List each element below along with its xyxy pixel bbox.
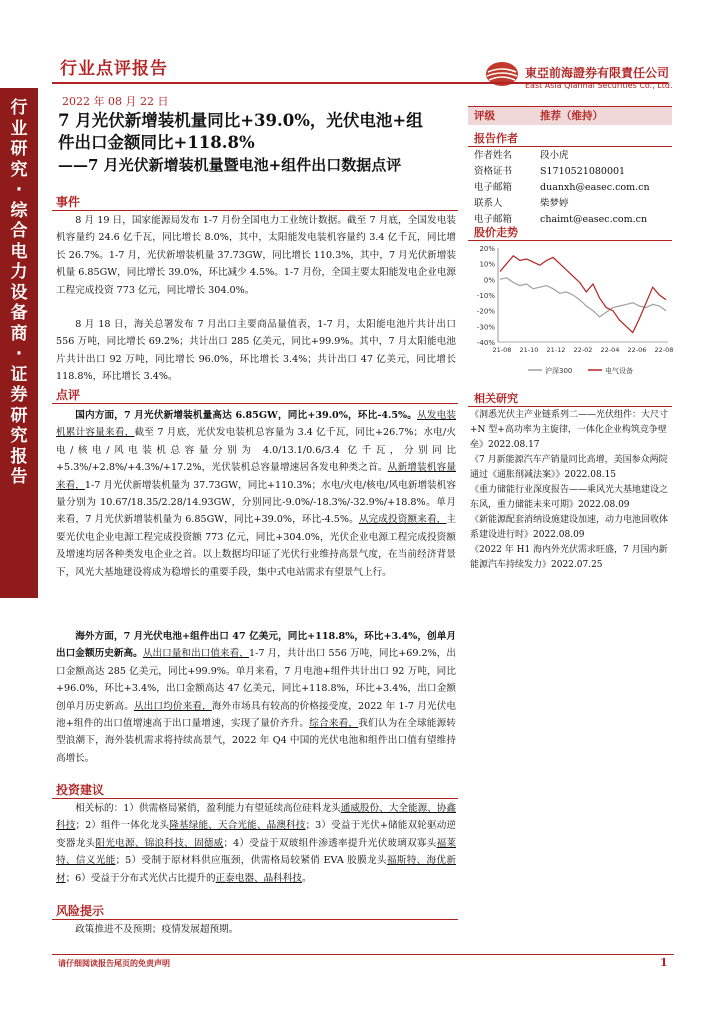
comment-overseas-paragraph — [56, 628, 456, 767]
author-row — [474, 148, 674, 164]
y-tick-label: -10% — [476, 292, 495, 300]
invest-text-7: 。 — [301, 872, 312, 884]
invest-text-6: ；6）受益于分布式光伏占比提升的 — [65, 872, 216, 884]
title-line-1: 7 月光伏新增装机量同比+39.0%，光伏电池+组 — [58, 111, 423, 130]
invest-paragraph — [56, 800, 456, 887]
footer-disclaimer[interactable]: 请仔细阅读报告尾页的免责声明 — [58, 959, 170, 968]
report-title — [58, 110, 458, 176]
rating-label: 评级 — [474, 110, 495, 122]
events-divider — [52, 210, 458, 211]
author-row-value: 段小虎 — [540, 150, 569, 161]
related-item[interactable]: 《洞悉光伏主产业链系列二——光伏组件：大尺寸+N 型+高功率为主旋律，一体化企业构筑竞争壁垒》2022.08.17 — [470, 410, 669, 450]
domestic-underline-3: 从完成投资额来看， — [358, 514, 447, 526]
y-tick-label: 0% — [483, 276, 495, 285]
company-name-en: East Asia Qianhai Securities Co., Ltd. — [525, 81, 673, 90]
y-tick-label: -30% — [476, 323, 495, 332]
domestic-lead: 国内方面，7 月光伏新增装机量高达 6.85GW，同比+39.0%，环比-4.5%。 — [75, 410, 418, 421]
price-chart-heading: 股价走势 — [474, 226, 518, 239]
rating-value: 推荐（维持） — [540, 110, 603, 122]
domestic-text-2: 1-7 月光伏新增装机量为 37.73GW，同比+110.3%；水电/火电/核电/风电新增装机容量分别为 10.67/18.35/2.28/14.93GW，分别同比-9.0%/-18.3%/-32.9%/+18.8%。单月来看，7 月光伏新增装机量为 6.85GW，同比+39.0%，环比-4.5%。 — [56, 479, 457, 526]
author-row-value: S1710521080001 — [540, 166, 626, 177]
title-line-3: ——7 月光伏新增装机量暨电池+组件出口数据点评 — [58, 156, 402, 174]
author-row-label: 联系人 — [474, 198, 503, 209]
authors-table — [474, 148, 674, 228]
overseas-text-3: 我们认为在全球能源转型浪潮下，海外装机需求将持续高景气，2022 年 Q4 中国的光伏电池和组件出口值有望维持高增长。 — [56, 718, 457, 764]
y-tick-label: 20% — [479, 245, 495, 253]
invest-text-2: ；2）组件一体化龙头 — [75, 820, 170, 832]
risk-heading: 风险提示 — [56, 904, 105, 918]
risk-divider — [52, 919, 458, 920]
invest-stocks-3: 阳光电源、锦浪科技、固德威 — [95, 837, 224, 849]
comment-divider — [52, 403, 458, 404]
invest-stocks-1: 通威股份、大全能源、协鑫科技 — [56, 803, 456, 832]
title-line-2: 件出口金额同比+118.8% — [58, 133, 255, 152]
footer-divider — [52, 954, 674, 955]
related-item[interactable]: 《新能源配套消纳设施建设加速，动力电池回收体系建设进行时》2022.08.09 — [470, 515, 669, 540]
overseas-underline-3: 综合来看， — [309, 718, 359, 730]
domestic-underline-2: 从新增装机容量来看， — [56, 462, 457, 491]
invest-divider — [52, 798, 458, 799]
y-tick-label: 10% — [479, 260, 495, 269]
authors-heading: 报告作者 — [474, 132, 518, 145]
author-row — [474, 164, 674, 180]
x-tick-label: 21-10 — [519, 346, 539, 354]
sidebar-text: 行业研究·综合电力设备商·证券研究报告 — [10, 98, 28, 487]
comment-heading: 点评 — [56, 388, 81, 402]
related-heading: 相关研究 — [474, 392, 518, 405]
x-tick-label: 21-08 — [492, 346, 512, 354]
author-row-label: 电子邮箱 — [474, 182, 513, 193]
header-divider — [52, 82, 668, 84]
invest-stocks-6: 正泰电器、晶科科技 — [215, 872, 302, 884]
report-date: 2022 年 08 月 22 日 — [62, 95, 169, 108]
events-paragraph-2: 8 月 18 日，海关总署发布 7 月出口主要商品量值表，1-7 月，太阳能电池片共计出口 556 万吨，同比增长 69.2%；共计出口 285 亿美元，同比+99.9%。其中，7 月太阳能电池片共计出口 92 万吨，同比增长 96.0%，环比增长 3.4%；共计出口 47 亿美元，同比增长 118.8%，环比增长 3.4%。 — [56, 319, 456, 383]
invest-stocks-5: 福斯特、海优新材 — [56, 855, 457, 884]
overseas-lead: 海外方面，7 月光伏电池+组件出口 47 亿美元，同比+118.8%，环比+3.4%，创单月出口金额历史新高。 — [56, 631, 456, 660]
related-list — [470, 408, 670, 573]
report-type: 行业点评报告 — [60, 59, 168, 79]
legend-label: 电气设备 — [605, 367, 633, 375]
invest-stocks-2: 隆基绿能、天合光能、晶澳科技 — [169, 820, 306, 832]
authors-divider — [468, 146, 672, 147]
author-row — [474, 196, 674, 212]
y-tick-label: -20% — [476, 307, 495, 316]
related-divider — [468, 406, 672, 407]
related-item[interactable]: 《7 月新能源汽车产销量同比高增，美国参众两院通过《通胀削减法案》》2022.08.15 — [470, 455, 668, 480]
author-email-link[interactable]: chaimt@easec.com.cn — [540, 214, 648, 225]
author-row — [474, 180, 674, 196]
series-line-electrical — [500, 256, 666, 333]
x-tick-label: 22-04 — [600, 346, 620, 354]
author-row-label: 资格证书 — [474, 166, 513, 177]
x-tick-label: 22-08 — [654, 346, 674, 354]
events-paragraph-1: 8 月 19 日，国家能源局发布 1-7 月份全国电力工业统计数据。截至 7 月底，全国发电装机容量约 24.6 亿千瓦，同比增长 8.0%，其中，太阳能发电装机容量约 3.4 亿千瓦，同比增长 26.7%。1-7 月，光伏新增装机量 37.73GW，同比增长 110.3%，其中，7 月光伏新增装机量 6.85GW，同比增长 39.0%，环比减少 4.5%。1-7 月份，全国主要太阳能发电企业电源工程完成投资 773 亿元，同比增长 304.0%。 — [56, 215, 456, 296]
invest-text-4: ；4）受益于双玻组件渗透率提升光伏玻璃双寡头 — [223, 837, 437, 849]
overseas-text-2: 海外市场具有较高的价格接受度，2022 年 1-7 月光伏电池+组件的出口值增速高于出口量增速，实现了量价齐升。 — [56, 700, 457, 730]
related-item[interactable]: 《2022 年 H1 海内外光伏需求旺盛，7 月国内新能源汽车持续发力》2022.07.25 — [470, 545, 668, 570]
price-chart-divider — [468, 240, 672, 241]
overseas-underline-2: 从出口均价来看， — [133, 700, 212, 712]
x-tick-label: 21-12 — [546, 346, 566, 354]
invest-stocks-4: 福莱特、信义光能 — [56, 837, 457, 867]
page-number: 1 — [660, 956, 668, 969]
overseas-text-1: 1-7 月，共计出口 556 万吨，同比+69.2%，出口金额高达 285 亿美元，同比+99.9%。单月来看，7 月电池+组件共计出口 92 万吨，同比+96.0%，环比+3.4%，出口金额高达 47 亿美元，同比+118.8%，环比+3.4%，出口金额创单月历史新高。 — [56, 648, 457, 712]
company-name-cn: 東亞前海證券有限責任公司 — [525, 66, 670, 80]
events-heading: 事件 — [56, 195, 81, 209]
author-row-value: 柴梦婷 — [540, 198, 569, 209]
invest-text-3: ；3）受益于光伏+储能双轮驱动逆变器龙头 — [56, 820, 457, 849]
author-email-link[interactable]: duanxh@easec.com.cn — [540, 182, 650, 193]
sidebar-band — [0, 88, 38, 598]
risk-text: 政策推进不及预期；疫情发展超预期。 — [75, 924, 239, 935]
series-line-csi300 — [500, 278, 666, 317]
related-item[interactable]: 《重力储能行业深度报告——乘风光大基地建设之东风，重力储能未来可期》2022.08.09 — [470, 485, 669, 510]
y-tick-label: -40% — [476, 339, 495, 347]
invest-text-1: 相关标的：1）供需格局紧俏，盈利能力有望延续高位硅料龙头 — [75, 803, 341, 814]
x-tick-label: 22-06 — [627, 346, 647, 354]
author-row-label: 电子邮箱 — [474, 214, 513, 225]
domestic-text-1: 截至 7 月底，光伏发电装机总容量为 3.4 亿千瓦，同比+26.7%；水电/火电/核电/风电装机总容量分别为 4.0/13.1/0.6/3.4 亿千瓦，分别同比+5.3%/+2.8%/+4.3%/+17.2%，光伏装机总容量增速居各发电种类之首。 — [56, 427, 456, 474]
domestic-text-3: 主要光伏电企业电源工程完成投资额 773 亿元，同比+304.0%，光伏企业电源工程完成投资额及增速均居各种类发电企业之首。以上数据均印证了光伏行业维持高景气度，在当前经济背景下，风光大基地建设将成为稳增长的重要手段，集中式电站需求有望景气上行。 — [56, 514, 457, 578]
legend-label: 沪深300 — [545, 367, 573, 375]
comment-domestic-paragraph — [56, 407, 456, 581]
domestic-underline-1: 从发电装机累计容量来看， — [56, 410, 457, 439]
overseas-underline-1: 从出口量和出口值来看， — [142, 648, 249, 660]
invest-heading: 投资建议 — [56, 783, 105, 797]
price-chart — [468, 242, 674, 380]
x-tick-label: 22-02 — [573, 346, 593, 354]
author-row-label: 作者姓名 — [474, 150, 513, 161]
invest-text-5: ；5）受制于原材料供应瓶颈，供需格局较紧俏 EVA 胶膜龙头 — [115, 855, 387, 867]
